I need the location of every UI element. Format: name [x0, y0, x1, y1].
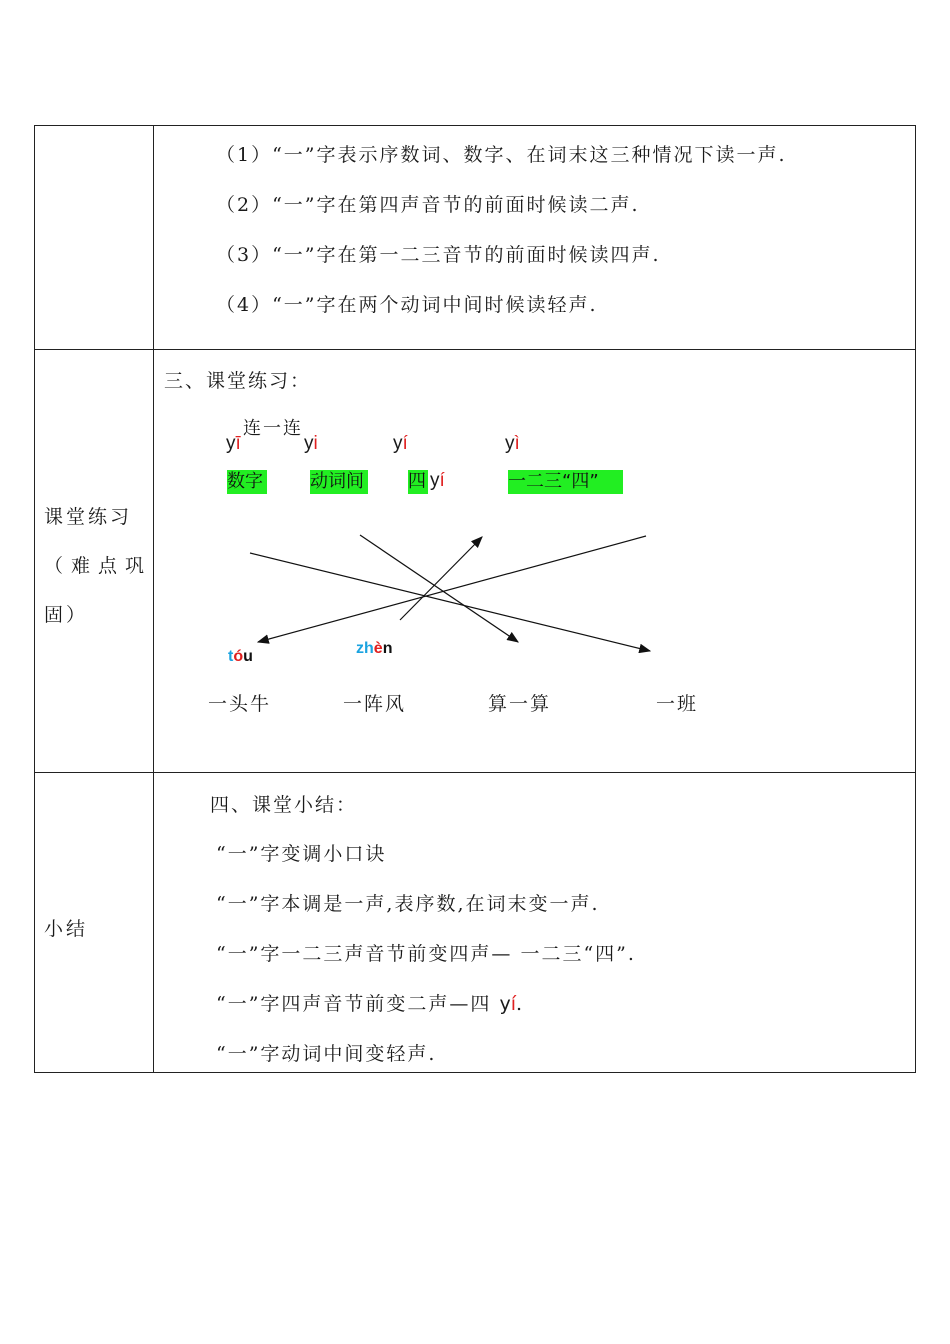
rule-item-1: （1）“一”字表示序数词、数字、在词末这三种情况下读一声.: [216, 144, 787, 166]
rule-item-4: （4）“一”字在两个动词中间时候读轻声.: [216, 294, 598, 316]
word-yiban: 一班: [656, 693, 699, 715]
word-yizhenfeng: 一阵风: [343, 693, 407, 715]
row-label-practice: 课堂练习: [44, 506, 133, 528]
pinyin-zhen: zhèn: [356, 640, 393, 657]
section-title-summary: 四、课堂小结：: [210, 794, 358, 816]
row-label-summary: 小结: [44, 918, 89, 940]
pinyin-tou: tóu: [228, 648, 253, 665]
box-yiersan-si: 一二三“四”: [508, 470, 623, 494]
pinyin-yi-1: yī: [226, 433, 241, 454]
box-shuzi: 数字: [227, 470, 267, 494]
rule-item-2: （2）“一”字在第四声音节的前面时候读二声.: [216, 194, 640, 216]
arrow-yizhenfeng-to-si: [400, 537, 482, 620]
pinyin-yi-2: yi: [304, 433, 318, 454]
word-suanyisuan: 算一算: [488, 693, 552, 715]
section-title-practice: 三、课堂练习：: [164, 370, 312, 392]
arrow-yiersan-to-yitouniu: [258, 536, 646, 642]
pinyin-yi-3: yí: [393, 433, 408, 454]
pinyin-yi-4: yì: [505, 433, 520, 454]
summary-line-5: “一”字动词中间变轻声.: [216, 1043, 437, 1065]
box-si: 四: [408, 471, 426, 492]
summary-line-1: “一”字变调小口诀: [216, 843, 387, 865]
arrow-dongcijian-to-suanyisuan: [360, 535, 518, 642]
summary-line-3: “一”字一二三声音节前变四声— 一二三“四”.: [216, 943, 636, 965]
instruction-connect: 连一连: [243, 418, 303, 439]
box-dongcijian: 动词间: [310, 470, 368, 494]
word-yitouniu: 一头牛: [208, 693, 272, 715]
box-si-pinyin: yí: [430, 470, 445, 491]
row-label-practice-end: 固）: [44, 604, 89, 626]
summary-line-2: “一”字本调是一声,表序数,在词末变一声.: [216, 893, 600, 915]
rule-item-3: （3）“一”字在第一二三音节的前面时候读四声.: [216, 244, 661, 266]
row-label-practice-sub: （难点巩: [44, 555, 153, 577]
summary-line-4: “一”字四声音节前变二声—四 yí.: [216, 993, 525, 1015]
arrow-shuzi-to-yiban: [250, 553, 650, 651]
